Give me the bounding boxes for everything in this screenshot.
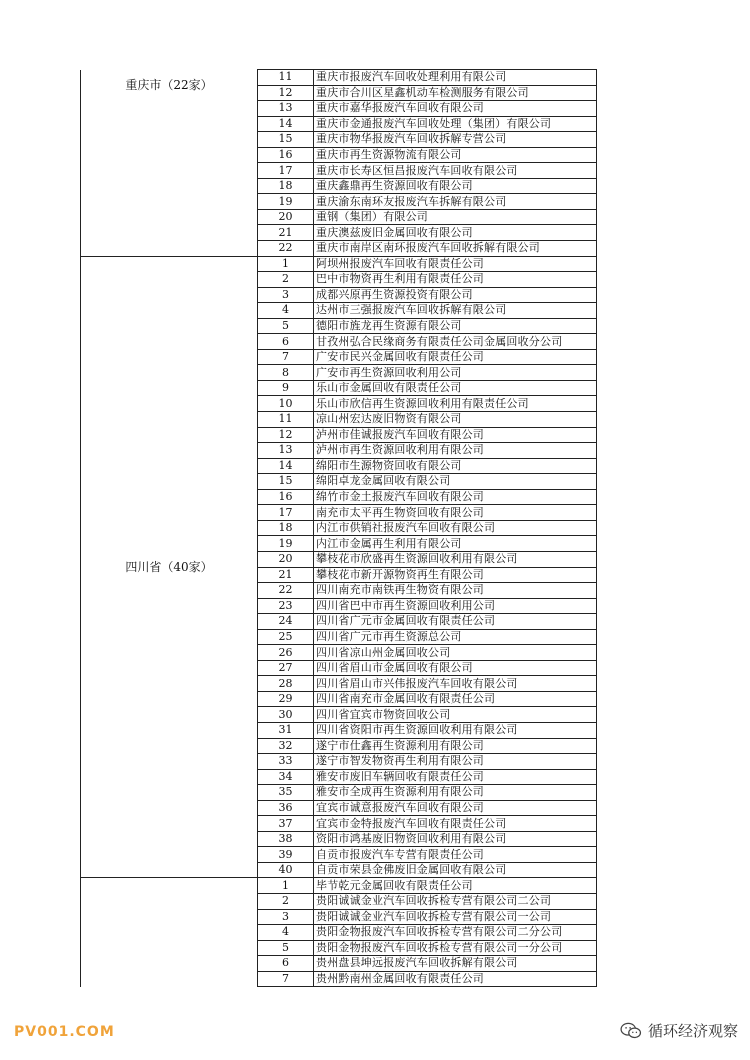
row-number: 35 [258, 785, 314, 801]
row-number: 22 [258, 241, 314, 257]
company-name: 达州市三强报废汽车回收拆解有限公司 [314, 303, 597, 319]
row-number: 13 [258, 443, 314, 459]
row-number: 30 [258, 707, 314, 723]
pv001-watermark: PV001.COM [14, 1024, 115, 1040]
company-name: 成都兴原再生资源投资有限公司 [314, 287, 597, 303]
row-number: 7 [258, 971, 314, 987]
row-number: 20 [258, 551, 314, 567]
company-name: 南充市太平再生物资回收有限公司 [314, 505, 597, 521]
row-number: 22 [258, 583, 314, 599]
company-name: 重庆市长寿区恒昌报废汽车回收有限公司 [314, 163, 597, 179]
row-number: 11 [258, 70, 314, 86]
company-name: 内江市供销社报废汽车回收有限公司 [314, 520, 597, 536]
company-name: 四川省凉山州金属回收公司 [314, 645, 597, 661]
row-number: 17 [258, 163, 314, 179]
row-number: 34 [258, 769, 314, 785]
company-name: 贵阳金物报废汽车回收拆检专营有限公司二分公司 [314, 925, 597, 941]
row-number: 1 [258, 878, 314, 894]
row-number: 21 [258, 225, 314, 241]
row-number: 12 [258, 85, 314, 101]
company-name: 泸州市再生资源回收利用有限公司 [314, 443, 597, 459]
company-name: 遂宁市智发物资再生利用有限公司 [314, 754, 597, 770]
row-number: 23 [258, 598, 314, 614]
company-name: 贵州盘县坤远报废汽车回收拆解有限公司 [314, 956, 597, 972]
row-number: 29 [258, 691, 314, 707]
company-name: 重庆渝东南环友报废汽车拆解有限公司 [314, 194, 597, 210]
company-name: 四川省宜宾市物资回收公司 [314, 707, 597, 723]
company-name: 四川省广元市金属回收有限责任公司 [314, 614, 597, 630]
company-name: 四川省资阳市再生资源回收利用有限公司 [314, 722, 597, 738]
row-number: 19 [258, 194, 314, 210]
table-row [81, 70, 597, 86]
company-name: 宜宾市金特报废汽车回收有限责任公司 [314, 816, 597, 832]
company-name: 绵竹市金土报废汽车回收有限公司 [314, 489, 597, 505]
company-name: 四川省南充市金属回收有限责任公司 [314, 691, 597, 707]
company-name: 重庆鑫鼎再生资源回收有限公司 [314, 178, 597, 194]
company-name: 重庆市金通报废汽车回收处理（集团）有限公司 [314, 116, 597, 132]
company-name: 泸州市佳诚报废汽车回收有限公司 [314, 427, 597, 443]
row-number: 18 [258, 520, 314, 536]
region-cell-chongqing: 重庆市（22家） [81, 70, 258, 257]
company-name: 德阳市旌龙再生资源有限公司 [314, 318, 597, 334]
company-name: 重庆市合川区星鑫机动车检测服务有限公司 [314, 85, 597, 101]
row-number: 24 [258, 614, 314, 630]
row-number: 6 [258, 334, 314, 350]
row-number: 28 [258, 676, 314, 692]
wechat-account-name: 循环经济观察 [647, 1022, 738, 1040]
company-name: 自贡市报废汽车专营有限责任公司 [314, 847, 597, 863]
company-name: 四川省眉山市金属回收有限公司 [314, 660, 597, 676]
row-number: 4 [258, 303, 314, 319]
row-number: 27 [258, 660, 314, 676]
company-name: 绵阳卓龙金属回收有限公司 [314, 474, 597, 490]
row-number: 10 [258, 396, 314, 412]
company-name: 重庆澳兹废旧金属回收有限公司 [314, 225, 597, 241]
row-number: 38 [258, 831, 314, 847]
row-number: 16 [258, 147, 314, 163]
row-number: 2 [258, 272, 314, 288]
company-name: 乐山市金属回收有限责任公司 [314, 380, 597, 396]
company-name: 重庆市再生资源物流有限公司 [314, 147, 597, 163]
row-number: 36 [258, 800, 314, 816]
row-number: 39 [258, 847, 314, 863]
company-name: 广安市再生资源回收利用公司 [314, 365, 597, 381]
company-name: 雅安市全成再生资源利用有限公司 [314, 785, 597, 801]
row-number: 14 [258, 458, 314, 474]
row-number: 7 [258, 349, 314, 365]
row-number: 17 [258, 505, 314, 521]
company-name: 重庆市物华报废汽车回收拆解专营公司 [314, 132, 597, 148]
company-name: 绵阳市生源物资回收有限公司 [314, 458, 597, 474]
company-name: 重庆市报废汽车回收处理利用有限公司 [314, 70, 597, 86]
company-name: 四川南充市南铁再生物资有限公司 [314, 583, 597, 599]
row-number: 13 [258, 101, 314, 117]
company-name: 贵阳金物报废汽车回收拆检专营有限公司一分公司 [314, 940, 597, 956]
row-number: 1 [258, 256, 314, 272]
row-number: 5 [258, 318, 314, 334]
company-name: 自贡市荣县金佛废旧金属回收有限公司 [314, 862, 597, 878]
row-number: 33 [258, 754, 314, 770]
company-name: 攀枝花市新开源物资再生有限公司 [314, 567, 597, 583]
company-name: 四川省巴中市再生资源回收利用公司 [314, 598, 597, 614]
company-name: 凉山州宏达废旧物资有限公司 [314, 412, 597, 428]
company-name: 乐山市欣信再生资源回收利用有限责任公司 [314, 396, 597, 412]
row-number: 14 [258, 116, 314, 132]
row-number: 8 [258, 365, 314, 381]
region-cell-guizhou [81, 878, 258, 987]
company-name: 贵阳诚诚金业汽车回收拆检专营有限公司二公司 [314, 893, 597, 909]
company-list-body [81, 70, 597, 987]
company-name: 甘孜州弘合民缘商务有限责任公司金属回收分公司 [314, 334, 597, 350]
row-number: 18 [258, 178, 314, 194]
company-name: 遂宁市仕鑫再生资源利用有限公司 [314, 738, 597, 754]
row-number: 20 [258, 209, 314, 225]
row-number: 3 [258, 287, 314, 303]
row-number: 25 [258, 629, 314, 645]
row-number: 31 [258, 722, 314, 738]
table-row [81, 878, 597, 894]
company-name: 四川省眉山市兴伟报废汽车回收有限公司 [314, 676, 597, 692]
row-number: 19 [258, 536, 314, 552]
company-name: 重庆市嘉华报废汽车回收有限公司 [314, 101, 597, 117]
row-number: 2 [258, 893, 314, 909]
company-name: 雅安市废旧车辆回收有限责任公司 [314, 769, 597, 785]
row-number: 5 [258, 940, 314, 956]
company-name: 毕节乾元金属回收有限责任公司 [314, 878, 597, 894]
row-number: 16 [258, 489, 314, 505]
row-number: 37 [258, 816, 314, 832]
row-number: 15 [258, 474, 314, 490]
row-number: 9 [258, 380, 314, 396]
row-number: 11 [258, 412, 314, 428]
row-number: 32 [258, 738, 314, 754]
company-name: 四川省广元市再生资源总公司 [314, 629, 597, 645]
wechat-watermark [620, 1020, 738, 1041]
row-number: 12 [258, 427, 314, 443]
company-name: 贵州黔南州金属回收有限责任公司 [314, 971, 597, 987]
company-name: 阿坝州报废汽车回收有限责任公司 [314, 256, 597, 272]
company-name: 宜宾市诚意报废汽车回收有限公司 [314, 800, 597, 816]
row-number: 6 [258, 956, 314, 972]
row-number: 40 [258, 862, 314, 878]
row-number: 4 [258, 925, 314, 941]
company-name: 重钢（集团）有限公司 [314, 209, 597, 225]
table-row [81, 256, 597, 272]
region-cell-sichuan: 四川省（40家） [81, 256, 258, 878]
company-list-table [80, 69, 597, 987]
company-name: 内江市金属再生利用有限公司 [314, 536, 597, 552]
row-number: 15 [258, 132, 314, 148]
row-number: 3 [258, 909, 314, 925]
row-number: 21 [258, 567, 314, 583]
company-name: 攀枝花市欣盛再生资源回收利用有限公司 [314, 551, 597, 567]
company-name: 贵阳诚诚金业汽车回收拆检专营有限公司一公司 [314, 909, 597, 925]
company-name: 广安市民兴金属回收有限责任公司 [314, 349, 597, 365]
company-name: 巴中市物资再生利用有限责任公司 [314, 272, 597, 288]
company-name: 资阳市鸿基废旧物资回收利用有限公司 [314, 831, 597, 847]
row-number: 26 [258, 645, 314, 661]
company-name: 重庆市南岸区南环报废汽车回收拆解有限公司 [314, 241, 597, 257]
wechat-icon [620, 1022, 642, 1040]
